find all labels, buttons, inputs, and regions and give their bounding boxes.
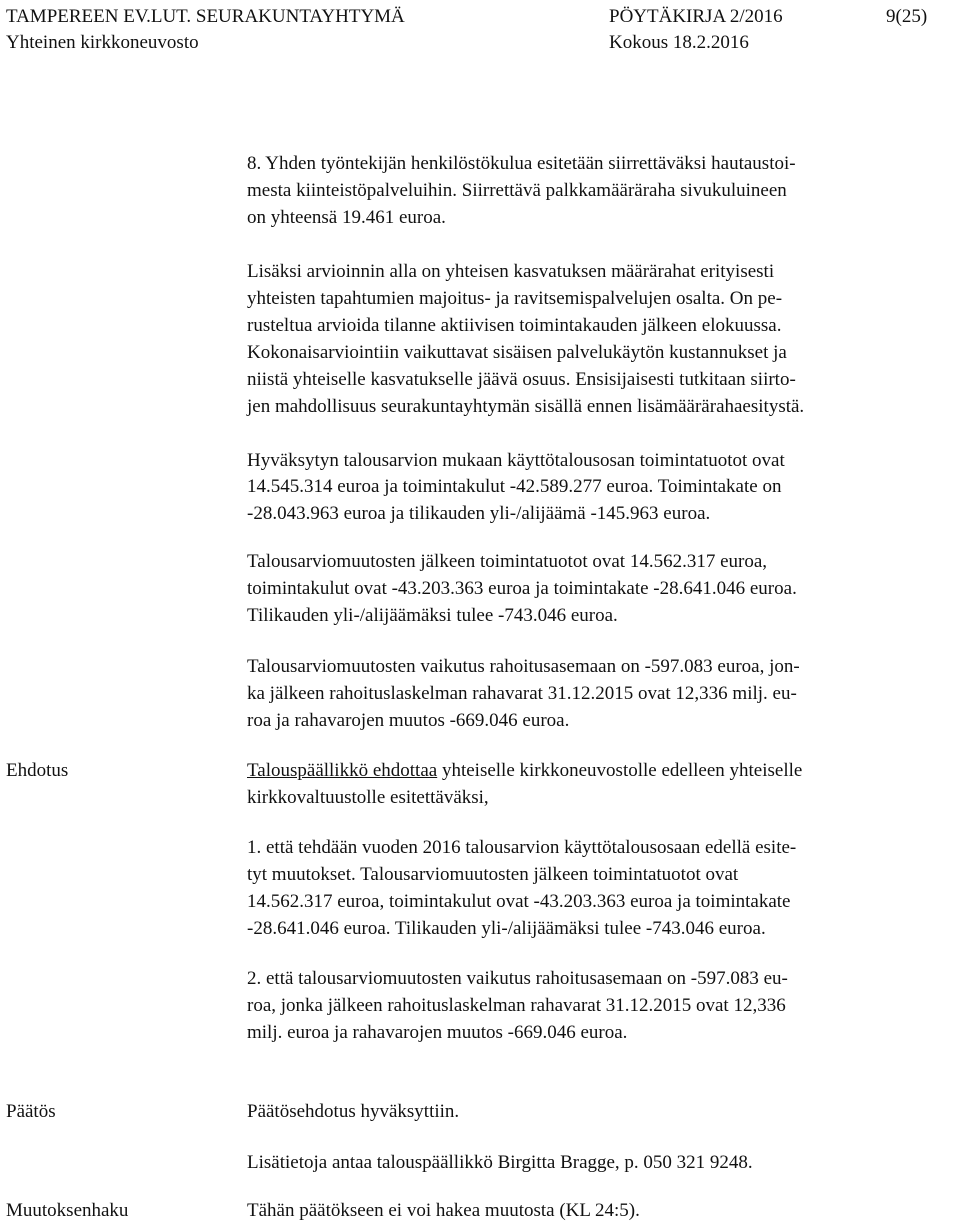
text-line: toimintakulut ovat -43.203.363 euroa ja toimintakate -28.641.046 euroa. [247, 578, 797, 599]
text-line: 8. Yhden työntekijän henkilöstökulua esitetään siirrettäväksi hautaustoi- [247, 153, 796, 174]
text-line: -28.641.046 euroa. Tilikauden yli-/alijäämäksi tulee -743.046 euroa. [247, 918, 766, 939]
header-body-name: Yhteinen kirkkoneuvosto [6, 32, 199, 53]
text-line: jen mahdollisuus seurakuntayhtymän sisällä ennen lisämäärärahaesitystä. [247, 396, 805, 417]
header-document-title: PÖYTÄKIRJA 2/2016 [609, 6, 783, 27]
text-line: on yhteensä 19.461 euroa. [247, 207, 446, 228]
label-appeal: Muutoksenhaku [6, 1200, 129, 1221]
label-proposal: Ehdotus [6, 760, 69, 781]
decision-text: Päätösehdotus hyväksyttiin. [247, 1101, 460, 1122]
text-line: ka jälkeen rahoituslaskelman rahavarat 31.12.2015 ovat 12,336 milj. eu- [247, 683, 797, 704]
appeal-text: Tähän päätökseen ei voi hakea muutosta (KL 24:5). [247, 1200, 640, 1221]
text-line: Lisäksi arvioinnin alla on yhteisen kasvatuksen määrärahat erityisesti [247, 261, 775, 282]
text-line: yhteisten tapahtumien majoitus- ja ravitsemispalvelujen osalta. On pe- [247, 288, 783, 309]
text-line: Tilikauden yli-/alijäämäksi tulee -743.046 euroa. [247, 605, 618, 626]
text-line: mesta kiinteistöpalveluihin. Siirrettävä palkkamääräraha sivukuluineen [247, 180, 787, 201]
text-line: niistä yhteiselle kasvatukselle jäävä osuus. Ensisijaisesti tutkitaan siirto- [247, 369, 796, 390]
text-line: 14.562.317 euroa, toimintakulut ovat -43.203.363 euroa ja toimintakate [247, 891, 791, 912]
text-line: roa, jonka jälkeen rahoituslaskelman rahavarat 31.12.2015 ovat 12,336 [247, 995, 786, 1016]
proposal-intro-rest: yhteiselle kirkkoneuvostolle edelleen yhteiselle [437, 760, 803, 781]
text-line: roa ja rahavarojen muutos -669.046 euroa. [247, 710, 570, 731]
proposer-underlined: Talouspäällikkö ehdottaa [247, 760, 438, 781]
text-line: Talousarviomuutosten vaikutus rahoitusasemaan on -597.083 euroa, jon- [247, 656, 800, 677]
header-page-number: 9(25) [886, 6, 928, 27]
text-line: tyt muutokset. Talousarviomuutosten jälkeen toimintatuotot ovat [247, 864, 739, 885]
text-line: Kokonaisarviointiin vaikuttavat sisäisen palvelukäytön kustannukset ja [247, 342, 787, 363]
label-decision: Päätös [6, 1101, 56, 1122]
text-line: -28.043.963 euroa ja tilikauden yli-/alijäämä -145.963 euroa. [247, 503, 711, 524]
header-organization: TAMPEREEN EV.LUT. SEURAKUNTAYHTYMÄ [6, 6, 405, 27]
text-line: Hyväksytyn talousarvion mukaan käyttötalousosan toimintatuotot ovat [247, 450, 785, 471]
text-line: Talousarviomuutosten jälkeen toimintatuotot ovat 14.562.317 euroa, [247, 551, 768, 572]
text-line: 1. että tehdään vuoden 2016 talousarvion käyttötalousosaan edellä esite- [247, 837, 797, 858]
text-line: 2. että talousarviomuutosten vaikutus rahoitusasemaan on -597.083 eu- [247, 968, 788, 989]
text-line: rusteltua arvioida tilanne aktiivisen toimintakauden jälkeen elokuussa. [247, 315, 782, 336]
header-meeting-date: Kokous 18.2.2016 [609, 32, 749, 53]
text-line: kirkkovaltuustolle esitettäväksi, [247, 787, 489, 808]
text-line [247, 760, 802, 782]
text-line: 14.545.314 euroa ja toimintakulut -42.589.277 euroa. Toimintakate on [247, 476, 782, 497]
additional-info: Lisätietoja antaa talouspäällikkö Birgitta Bragge, p. 050 321 9248. [247, 1152, 753, 1173]
text-line: milj. euroa ja rahavarojen muutos -669.046 euroa. [247, 1022, 628, 1043]
